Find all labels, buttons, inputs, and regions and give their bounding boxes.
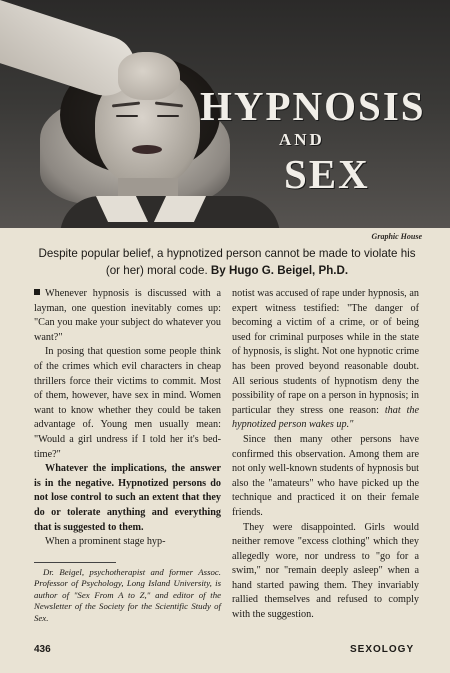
- magazine-name: SEXOLOGY: [350, 644, 415, 655]
- paragraph: [232, 287, 419, 433]
- paragraph: Since then many other persons have confirmed this observation. Among them are not only well-known students of hypnosis but also the "amateurs" who have picked up the technique and practiced it on their female friends.: [232, 433, 419, 518]
- paragraph: [34, 287, 221, 345]
- footnote-rule: [34, 562, 116, 563]
- title-sex: SEX: [284, 151, 370, 197]
- section-bullet-icon: [34, 289, 40, 295]
- right-eye: [157, 115, 179, 117]
- paragraph: They were disappointed. Girls would neither remove "excess clothing" which they allegedly wore, nor undress to "go for a swim," nor "remain deeply asleep" when a hand started pawing them. They invariably rallied themselves and refused to comply with the suggestion.: [232, 521, 419, 621]
- paragraph-text: notist was accused of rape under hypnosis, an expert witness testified: "The danger of becoming a victim of a crime, or of being used for criminal purposes while in the state of hypnosis, is slight. Not one hypnotic crime has been proved beyond reasonable doubt. All serious students of hypnotism deny the possibility of rape on a person in hypnosis; in particular they stress one reason:: [232, 288, 419, 416]
- author-note: Dr. Beigel, psychotherapist and former Assoc. Professor of Psychology, Long Island University, is author of "Sex From A to Z," and editor of the Newsletter of the Society for the Scientific Study of Sex.: [34, 567, 221, 623]
- page-number: 436: [34, 644, 51, 655]
- title-hypnosis: HYPNOSIS: [200, 83, 426, 129]
- byline: By Hugo G. Beigel, Ph.D.: [210, 264, 349, 277]
- paragraph: In posing that question some people think of the crimes which evil characters in cheap thrillers force their victims to commit. Most of them, however, have sex in mind. Women want to know whether they could be taken advantage of. Young men usually mean: "Would a girl undress if I told her it's bed-time?": [34, 346, 221, 460]
- column-right: [232, 287, 419, 623]
- column-left: [34, 287, 221, 550]
- title-and: AND: [279, 130, 325, 149]
- paragraph-text: Whenever hypnosis is discussed with a layman, one question inevitably comes up: "Can you make your subject do whatever you want?": [34, 288, 221, 343]
- hero-photo: [0, 0, 450, 228]
- woman-lips: [132, 145, 162, 154]
- paragraph-bold: Whatever the implications, the answer is in the negative. Hypnotized persons do not lose control to such an extent that they do or tolerate anything and everything that is suggested to them.: [34, 463, 221, 533]
- italic-quote: that the hypnotized person wakes up.": [232, 404, 420, 431]
- photo-credit: Graphic House: [371, 232, 422, 241]
- article-deck: [32, 245, 422, 279]
- deck-text: Despite popular belief, a hypnotized person cannot be made to violate his (or her) moral code.: [38, 247, 416, 277]
- hypnotist-hand: [118, 52, 180, 100]
- paragraph: When a prominent stage hyp-: [45, 536, 166, 548]
- left-eye: [116, 115, 138, 117]
